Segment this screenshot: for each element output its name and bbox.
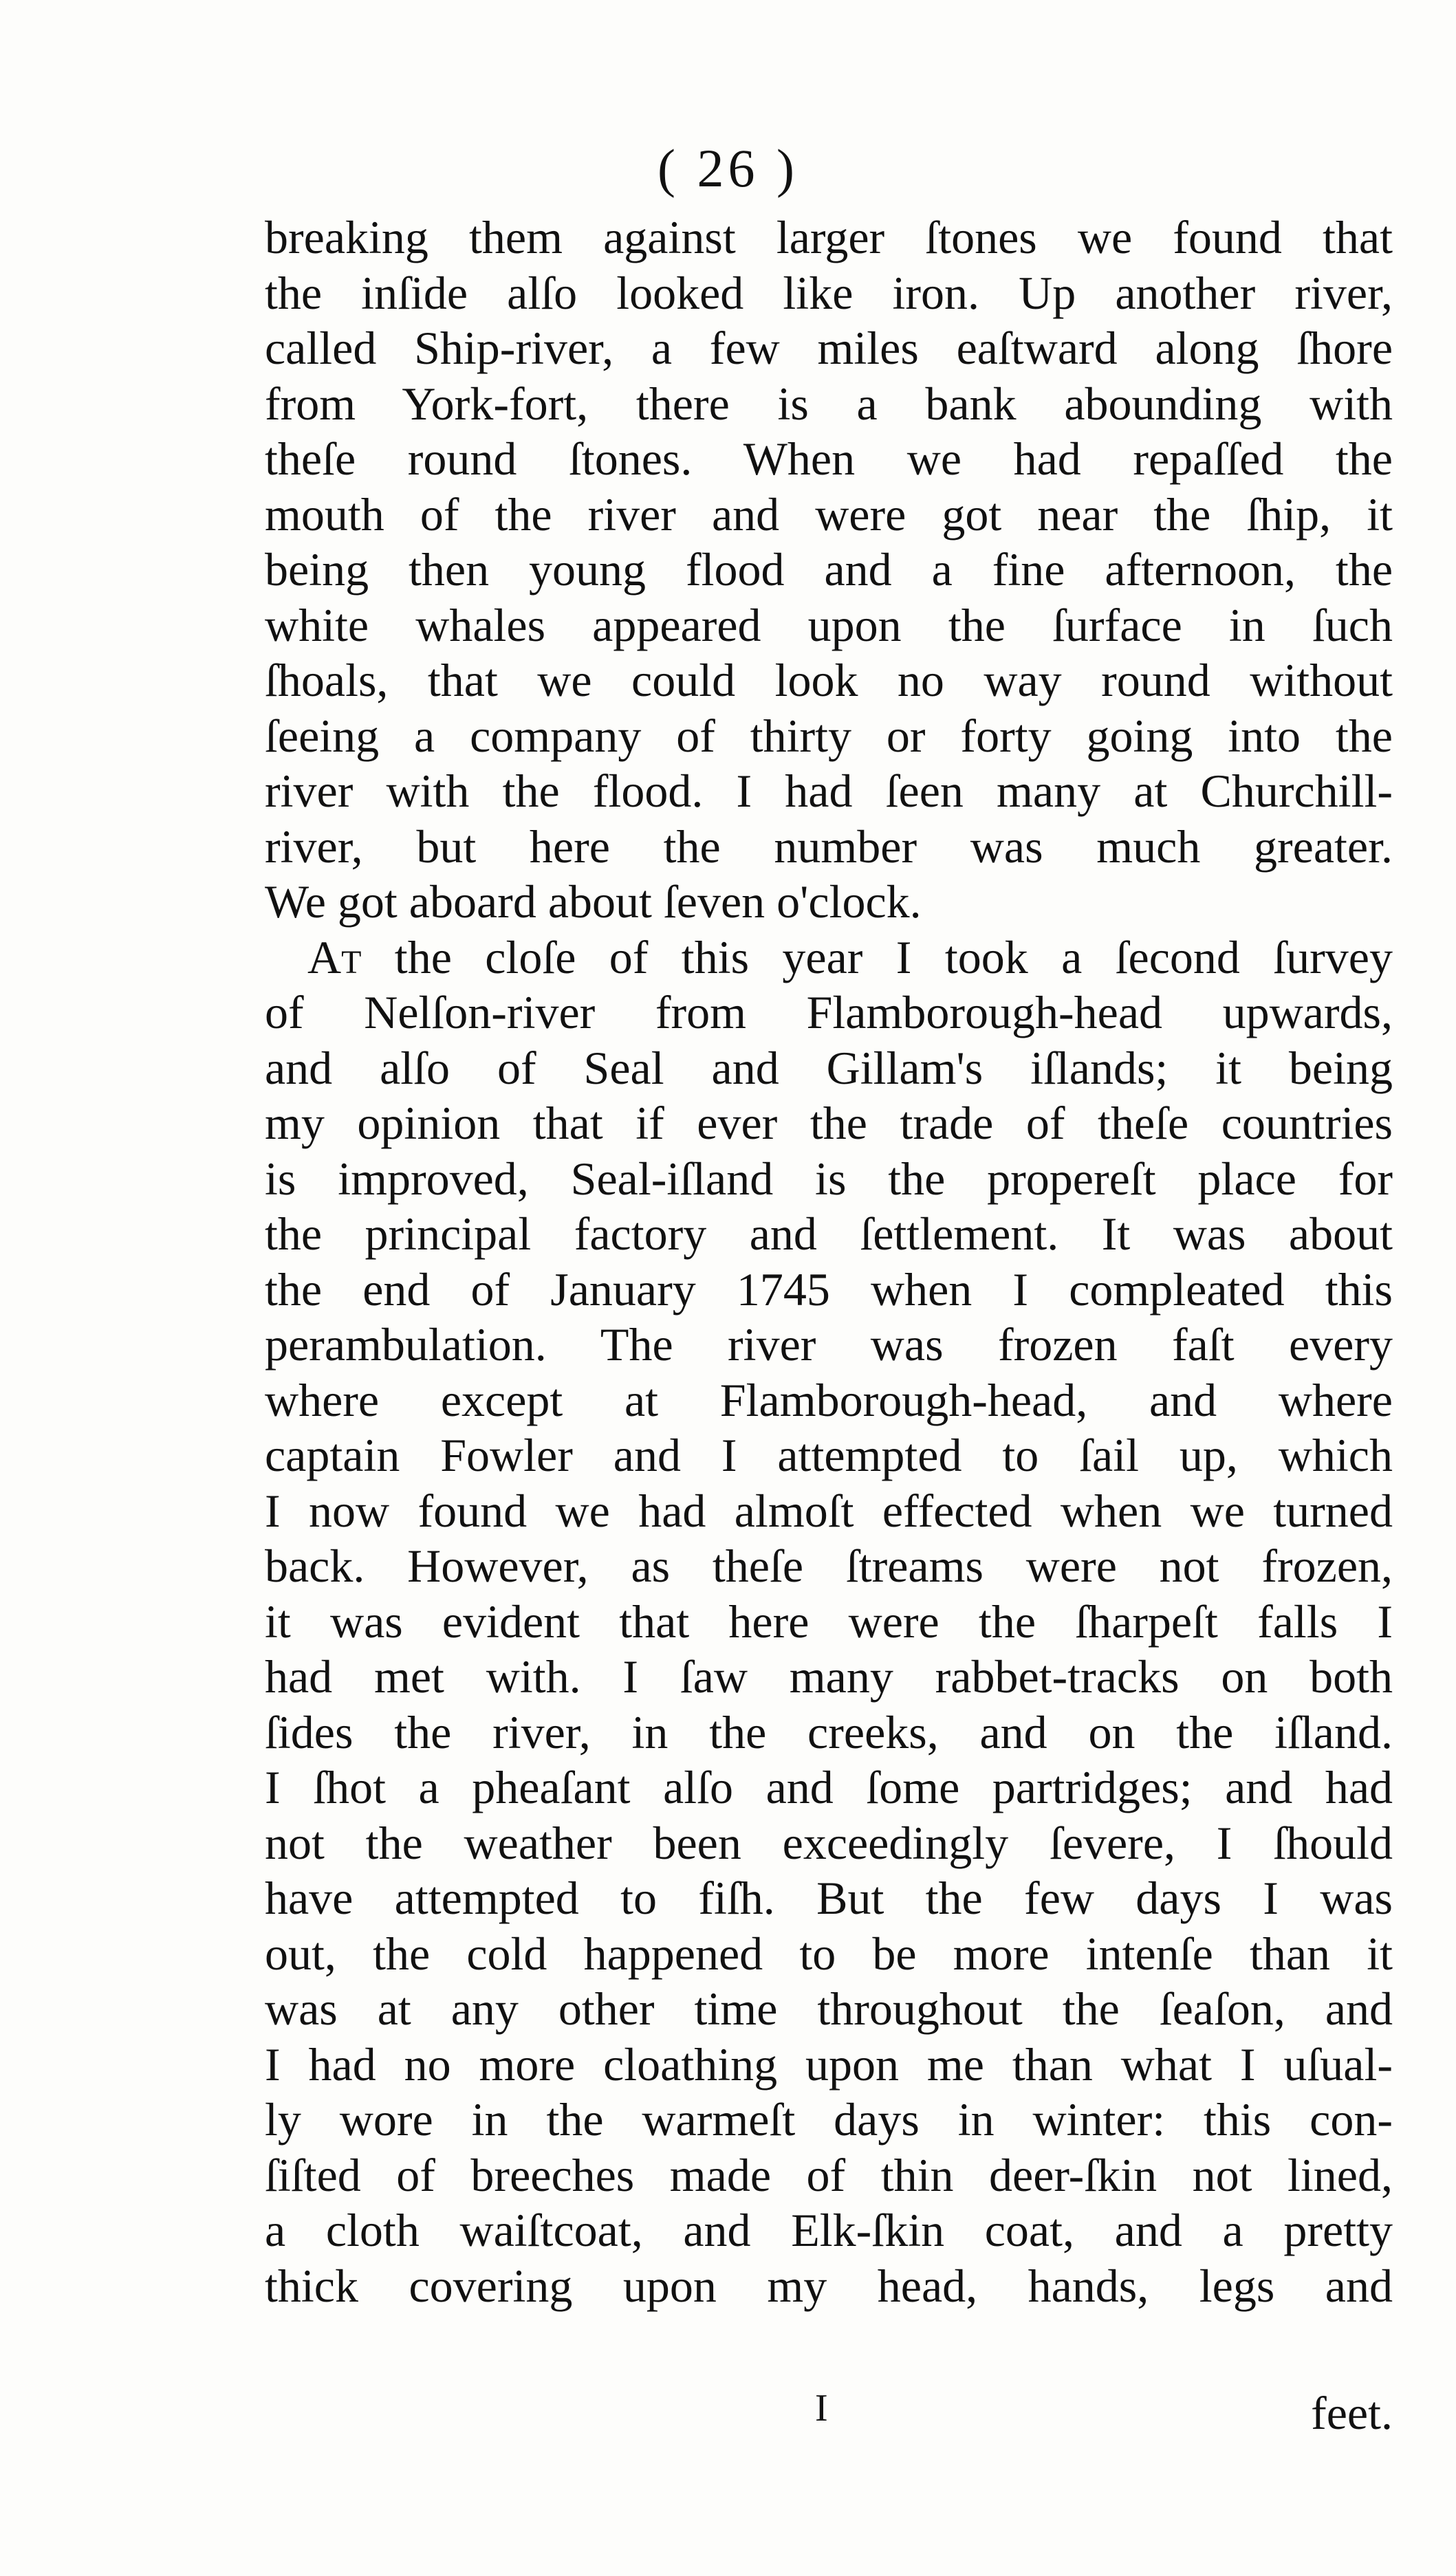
text-line: the end of January 1745 when I compleated this bbox=[265, 1263, 1393, 1316]
text-line: river, but here the number was much greater. bbox=[265, 820, 1393, 873]
text-line: the principal factory and ſettlement. It was about bbox=[265, 1208, 1393, 1260]
text-line: ly wore in the warmeſt days in winter: this con- bbox=[265, 2093, 1393, 2146]
text-line: the inſide alſo looked like iron. Up another river, bbox=[265, 266, 1393, 319]
text-line: river with the flood. I had ſeen many at Churchill- bbox=[265, 765, 1393, 817]
text-line: a cloth waiſtcoat, and Elk-ſkin coat, and a pretty bbox=[265, 2204, 1393, 2256]
text-line: where except at Flamborough-head, and where bbox=[265, 1373, 1393, 1426]
text-line: thick covering upon my head, hands, legs and bbox=[265, 2259, 1393, 2312]
body-text bbox=[265, 210, 1393, 2313]
text-line: I now found we had almoſt effected when we turned bbox=[265, 1484, 1393, 1537]
text-line: of Nelſon-river from Flamborough-head upwards, bbox=[265, 986, 1393, 1038]
text-line: is improved, Seal-iſland is the propereſt place for bbox=[265, 1152, 1393, 1205]
text-line: breaking them against larger ſtones we found that bbox=[265, 211, 1393, 263]
text-line: captain Fowler and I attempted to ſail up, which bbox=[265, 1429, 1393, 1481]
text-line: I had no more cloathing upon me than what I uſual- bbox=[265, 2038, 1393, 2091]
text-line: was at any other time throughout the ſeaſon, and bbox=[265, 1983, 1393, 2035]
text-line: it was evident that here were the ſharpeſt falls I bbox=[265, 1595, 1393, 1648]
catchword: feet. bbox=[1311, 2387, 1393, 2439]
text-line: I ſhot a pheaſant alſo and ſome partridges; and had bbox=[265, 1761, 1393, 1813]
paragraph-opening-rest: the cloſe of this year I took a ſecond ſurvey bbox=[361, 930, 1393, 983]
paragraph-opening-line bbox=[265, 930, 1393, 985]
text-line: had met with. I ſaw many rabbet-tracks on both bbox=[265, 1650, 1393, 1703]
text-line: theſe round ſtones. When we had repaſſed the bbox=[265, 433, 1393, 485]
text-line: ſeeing a company of thirty or forty going into the bbox=[265, 709, 1393, 762]
text-line: ſiſted of breeches made of thin deer-ſkin not lined, bbox=[265, 2148, 1393, 2201]
text-line: and alſo of Seal and Gillam's iſlands; it being bbox=[265, 1041, 1393, 1094]
text-line: ſides the river, in the creeks, and on the iſland. bbox=[265, 1705, 1393, 1758]
text-line: back. However, as theſe ſtreams were not frozen, bbox=[265, 1540, 1393, 1592]
text-line: have attempted to fiſh. But the few days I was bbox=[265, 1872, 1393, 1924]
text-line: mouth of the river and were got near the ſhip, it bbox=[265, 488, 1393, 541]
text-line: called Ship-river, a few miles eaſtward along ſhore bbox=[265, 322, 1393, 374]
page-footer bbox=[265, 2386, 1393, 2441]
text-line: perambulation. The river was frozen faſt every bbox=[265, 1318, 1393, 1371]
page-number: ( 26 ) bbox=[658, 138, 798, 198]
text-line: not the weather been exceedingly ſevere, I ſhould bbox=[265, 1816, 1393, 1869]
text-line: from York-fort, there is a bank abounding with bbox=[265, 377, 1393, 430]
text-line: being then young flood and a fine afternoon, the bbox=[265, 543, 1393, 596]
text-line: white whales appeared upon the ſurface in ſuch bbox=[265, 598, 1393, 651]
signature-mark: I bbox=[815, 2387, 828, 2430]
text-line: We got aboard about ſeven o'clock. bbox=[265, 875, 922, 928]
text-line: ſhoals, that we could look no way round without bbox=[265, 654, 1393, 706]
paragraph-initial-word: At bbox=[307, 930, 362, 983]
text-line: out, the cold happened to be more intenſe than it bbox=[265, 1927, 1393, 1980]
text-line: my opinion that if ever the trade of theſe countries bbox=[265, 1097, 1393, 1149]
